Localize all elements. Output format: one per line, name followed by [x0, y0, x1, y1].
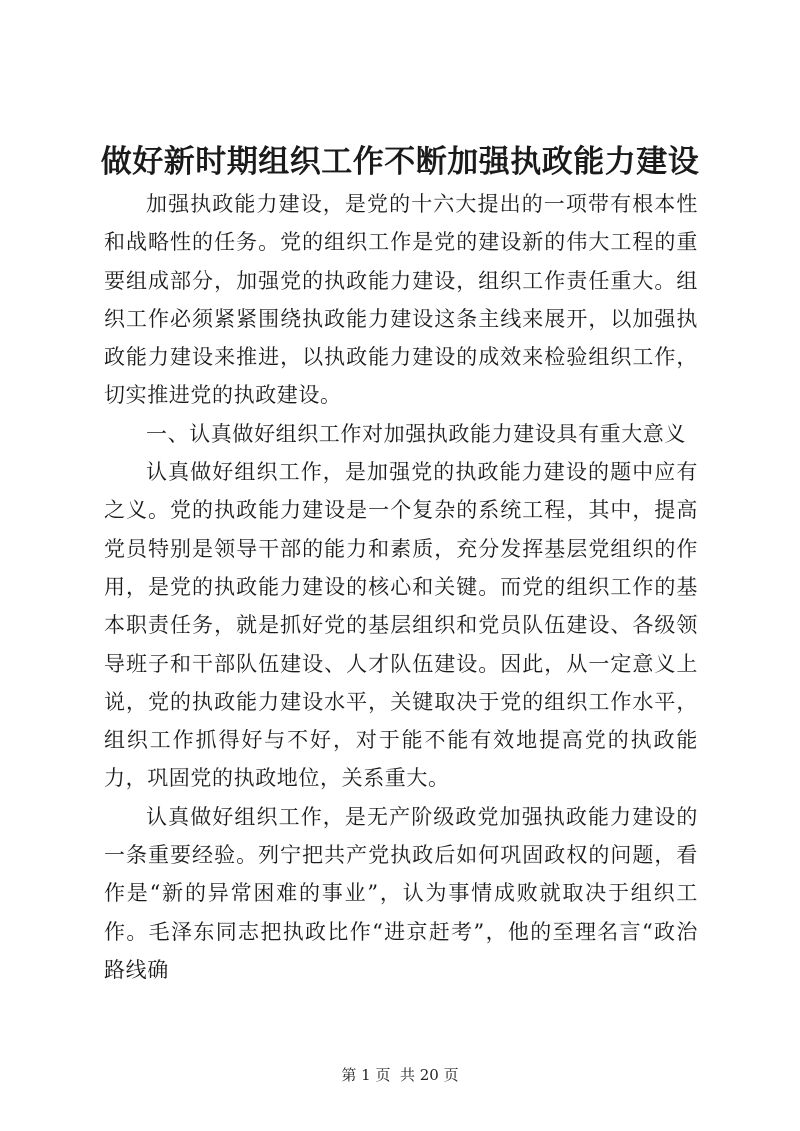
paragraph-experience: 认真做好组织工作，是无产阶级政党加强执政能力建设的一条重要经验。列宁把共产党执政后如何巩固政权的问题，看作是“新的异常困难的事业”，认为事情成败就取决于组织工作。毛泽东同志把执政比作“进京赶考”，他的至理名言“政治路线确: [104, 804, 698, 982]
paragraph-intro: 加强执政能力建设，是党的十六大提出的一项带有根本性和战略性的任务。党的组织工作是党的建设新的伟大工程的重要组成部分，加强党的执政能力建设，组织工作责任重大。组织工作必须紧紧围绕执政能力建设这条主线来展开，以加强执政能力建设来推进，以执政能力建设的成效来检验组织工作，切实推进党的执政建设。: [104, 192, 698, 408]
paragraph-significance: 认真做好组织工作，是加强党的执政能力建设的题中应有之义。党的执政能力建设是一个复杂的系统工程，其中，提高党员特别是领导干部的能力和素质，充分发挥基层党组织的作用，是党的执政能力建设的核心和关键。而党的组织工作的基本职责任务，就是抓好党的基层组织和党员队伍建设、各级领导班子和干部队伍建设、人才队伍建设。因此，从一定意义上说，党的执政能力建设水平，关键取决于党的组织工作水平，组织工作抓得好与不好，对于能不能有效地提高党的执政能力，巩固党的执政地位，关系重大。: [104, 460, 698, 791]
document-title: 做好新时期组织工作不断加强执政能力建设: [100, 144, 700, 180]
document-body: [104, 185, 698, 989]
page-number-label: 第 1 页 共 20 页: [341, 1066, 459, 1084]
section-heading-1: 一、认真做好组织工作对加强执政能力建设具有重大意义: [146, 421, 686, 446]
page-footer: [0, 1064, 800, 1086]
